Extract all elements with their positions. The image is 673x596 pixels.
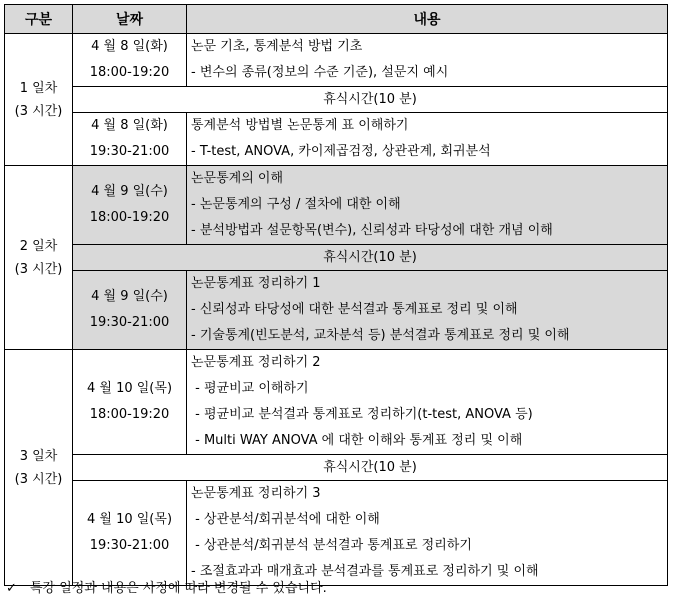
day-number: 1 일차 (19, 80, 58, 96)
session-time: 19:30-21:00 (89, 538, 170, 553)
session-topic: 논문 기초, 통계분석 방법 기초 (191, 39, 363, 54)
break-label: 휴식시간(10 분) (73, 245, 668, 271)
session-detail: - 논문통계의 구성 / 절차에 대한 이해 (191, 197, 401, 212)
session-detail: - 상관분석/회귀분석 분석결과 통계표로 정리하기 (191, 538, 472, 553)
session-time: 18:00-19:20 (89, 65, 170, 80)
day-duration: (3 시간) (14, 471, 63, 487)
session-topic: 논문통계표 정리하기 1 (191, 276, 321, 291)
session-detail: - 평균비교 이해하기 (191, 381, 309, 396)
session-row (5, 166, 668, 245)
session-content (187, 34, 668, 87)
notice (6, 577, 327, 596)
session-time: 19:30-21:00 (89, 144, 170, 159)
session-detail: - 분석방법과 설문항목(변수), 신뢰성과 타당성에 대한 개념 이해 (191, 223, 553, 238)
notice-text: 특강 일정과 내용은 사정에 따라 변경될 수 있습니다. (30, 581, 327, 596)
session-detail: - 상관분석/회귀분석에 대한 이해 (191, 512, 380, 527)
session-content (187, 481, 668, 586)
session-content (187, 166, 668, 245)
session-row (5, 481, 668, 586)
break-label: 휴식시간(10 분) (73, 87, 668, 113)
session-detail: - 변수의 종류(정보의 수준 기준), 설문지 예시 (191, 65, 449, 80)
session-time: 19:30-21:00 (89, 315, 170, 330)
break-row (5, 87, 668, 113)
day-label (5, 34, 73, 166)
session-content (187, 271, 668, 350)
session-detail: - Multi WAY ANOVA 에 대한 이해와 통계표 정리 및 이해 (191, 433, 523, 448)
session-row (5, 34, 668, 87)
session-time: 18:00-19:20 (89, 210, 170, 225)
session-date-cell (73, 481, 187, 586)
break-label: 휴식시간(10 분) (73, 455, 668, 481)
schedule-table (4, 4, 668, 586)
session-date-cell (73, 34, 187, 87)
day-label (5, 166, 73, 350)
session-date: 4 월 10 일(목) (86, 512, 173, 527)
session-detail: - T-test, ANOVA, 카이제곱검정, 상관관계, 회귀분석 (191, 144, 491, 159)
session-detail: - 평균비교 분석결과 통계표로 정리하기(t-test, ANOVA 등) (191, 407, 533, 422)
day-label (5, 350, 73, 586)
header-date: 날짜 (73, 5, 187, 34)
session-topic: 논문통계의 이해 (191, 171, 284, 186)
session-topic: 통계분석 방법별 논문통계 표 이해하기 (191, 118, 409, 133)
break-row (5, 455, 668, 481)
session-detail: - 신뢰성과 타당성에 대한 분석결과 통계표로 정리 및 이해 (191, 302, 518, 317)
day-number: 2 일차 (19, 238, 58, 254)
session-date-cell (73, 166, 187, 245)
session-date: 4 월 8 일(화) (91, 118, 168, 133)
session-date: 4 월 8 일(화) (91, 39, 168, 54)
session-detail: - 기술통계(빈도분석, 교차분석 등) 분석결과 통계표로 정리 및 이해 (191, 328, 570, 343)
header-category: 구분 (5, 5, 73, 34)
day-duration: (3 시간) (14, 261, 63, 277)
header-row (5, 5, 668, 34)
session-content (187, 113, 668, 166)
header-content: 내용 (187, 5, 668, 34)
session-date: 4 월 9 일(수) (91, 184, 168, 199)
session-row (5, 350, 668, 455)
session-row (5, 271, 668, 350)
session-date: 4 월 10 일(목) (86, 381, 173, 396)
session-topic: 논문통계표 정리하기 3 (191, 486, 321, 501)
day-duration: (3 시간) (14, 103, 63, 119)
session-date-cell (73, 350, 187, 455)
session-date: 4 월 9 일(수) (91, 289, 168, 304)
check-icon: ✓ (6, 581, 17, 596)
session-topic: 논문통계표 정리하기 2 (191, 355, 321, 370)
session-content (187, 350, 668, 455)
break-row (5, 245, 668, 271)
day-number: 3 일차 (19, 448, 58, 464)
session-row (5, 113, 668, 166)
session-date-cell (73, 271, 187, 350)
session-date-cell (73, 113, 187, 166)
schedule-body (5, 34, 668, 586)
session-detail: - 조절효과과 매개효과 분석결과를 통계표로 정리하기 및 이해 (191, 564, 539, 579)
session-time: 18:00-19:20 (89, 407, 170, 422)
